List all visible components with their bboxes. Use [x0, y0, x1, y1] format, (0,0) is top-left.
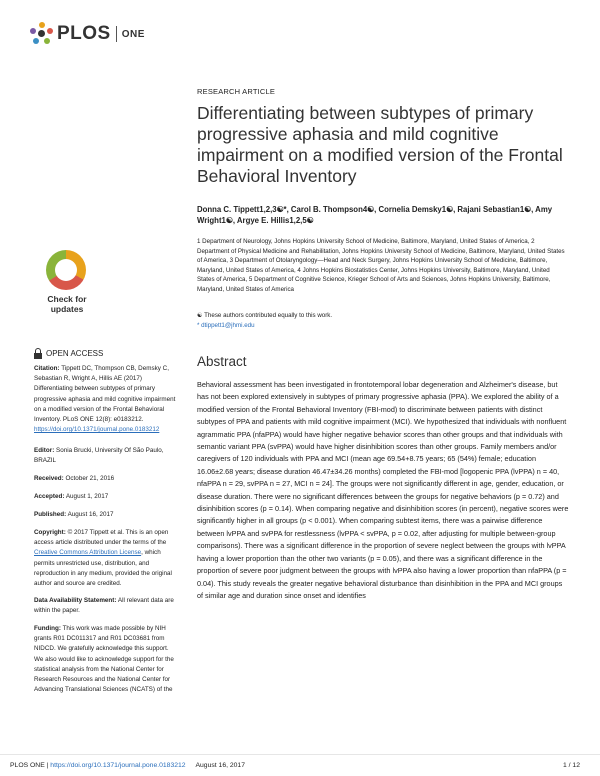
crossmark-line2: updates	[50, 304, 84, 314]
published-date: August 16, 2017	[67, 511, 114, 518]
article-type: RESEARCH ARTICLE	[197, 87, 276, 96]
published-label: Published:	[34, 511, 67, 518]
published-block	[34, 510, 178, 520]
copyright-label: Copyright:	[34, 529, 66, 536]
accepted-date: August 1, 2017	[65, 493, 109, 500]
footer-journal: PLOS ONE |	[10, 762, 51, 769]
plos-one-logo	[30, 22, 145, 46]
citation-block	[34, 364, 178, 435]
footer-date: August 16, 2017	[195, 762, 245, 769]
article-title: Differentiating between subtypes of primary progressive aphasia and mild cognitive impairment on a modified version of the Frontal Behavioral Inventory	[197, 103, 563, 186]
editor-label: Editor:	[34, 447, 55, 454]
page-footer	[10, 762, 590, 769]
citation-label: Citation:	[34, 365, 60, 372]
data-availability-text: All relevant data are within the paper.	[34, 597, 174, 615]
check-for-updates-badge[interactable]	[34, 250, 100, 322]
open-lock-icon	[34, 348, 42, 358]
funding-block	[34, 624, 178, 695]
received-label: Received:	[34, 475, 64, 482]
open-access-text: OPEN ACCESS	[46, 348, 104, 358]
cc-license-link[interactable]: Creative Commons Attribution License	[34, 549, 142, 557]
accepted-label: Accepted:	[34, 493, 65, 500]
corresponding-email[interactable]: * dtippett1@jhmi.edu	[197, 322, 255, 329]
accepted-block	[34, 492, 178, 502]
abstract-heading: Abstract	[197, 354, 247, 369]
page-number: 1 / 12	[562, 762, 580, 769]
plos-logo-icon	[30, 22, 54, 46]
data-availability-block	[34, 596, 178, 616]
editor-block	[34, 446, 178, 466]
received-date: October 21, 2016	[65, 475, 115, 482]
crossmark-line1: Check for	[47, 294, 87, 304]
citation-text: Tippett DC, Thompson CB, Demsky C, Sebastian R, Wright A, Hillis AE (2017) Differentiating between subtypes of primary progressive aphasia and mild cognitive impairment on a modified version of the Frontal Behavioral Inventory. PLoS ONE 12(8): e0183212.	[34, 365, 176, 424]
open-access-label	[34, 348, 103, 358]
author-notes	[197, 311, 567, 331]
footer-divider	[0, 754, 600, 755]
author-list: Donna C. Tippett1,2,3☯*, Carol B. Thompson4☯, Cornelia Demsky1☯, Rajani Sebastian1☯, Amy Wright1☯, Argye E. Hillis1,2,5☯	[197, 205, 553, 225]
editor-text: Sonia Brucki, University Of São Paulo, BRAZIL	[34, 447, 164, 465]
data-availability-label: Data Availability Statement:	[34, 597, 117, 604]
copyright-text: © 2017 Tippett et al. This is an open access article distributed under the terms of the	[34, 529, 169, 547]
abstract-text: Behavioral assessment has been investigated in frontotemporal lobar degeneration and Alzheimer's disease, but has not been explored extensively in subtypes of primary progressive aphasia (PPA). We explored the ability of a modified version of the Frontal Behavioral Inventory (FBI-mod) to discriminate between patients with distinct subtypes of PPA and patients with mild cognitive impairment (MCI). We hypothesized that individuals with nonfluent agrammatic PPA (nfaPPA) would have higher negative behavior scores than other groups and that individuals with semantic variant PPA (svPPA) would have higher disinhibition scores than other groups. Family members and/or caregivers of 120 individuals with PPA and MCI (mean age 69.54+8.75 years; 65 (54%) female; education 16.06±2.68 years; disease duration 46.47±34.26 months) completed the FBI-mod [logopenic PPA (lvPPA) n = 40, nfaPPA n = 29, svPPA n = 27, MCI n = 24]. The groups were not significantly different in age, gender, education, or disease duration. There were no significant differences between the groups for negative behaviors (p = 0.72) and disinhibition scores (p = 0.14). When comparing negative and disinhibition scores (in percent), negative scores were significantly higher in all groups (p < 0.001). When comparing subtest items, there was a pairwise difference between lvPPA and svPPA for restlessness (lvPPA < svPPA, p = 0.02, after adjusting for multiple between-group comparisons). There was a significant difference in the proportion of severe neglect between the groups with lvPPA having a lower proportion than the other two variants (p = 0.05), and there was a significant difference in the proportion of severe poor judgment between the groups with lvPPA also having a lower proportion than nfaPPA (p = 0.04). This study reveals the greater negative behavioral disturbance than disinhibition in the PPA and MCI groups of similar age and duration since onset and identifies	[197, 380, 569, 600]
copyright-text-end: , which permits unrestricted use, distribution, and reproduction in any medium, provided the original author and source are credited.	[34, 549, 172, 588]
footer-doi-link[interactable]: https://doi.org/10.1371/journal.pone.0183212	[50, 762, 186, 769]
funding-label: Funding:	[34, 625, 61, 632]
crossmark-icon	[46, 250, 86, 290]
equal-contribution-note: ☯ These authors contributed equally to this work.	[197, 312, 333, 319]
brand-name: PLOS	[57, 23, 111, 44]
funding-text: This work was made possible by NIH grants R01 DC011317 and R01 DC03681 from NIDCD. We gratefully acknowledge this support. We also would like to acknowledge support for the statistical analysis from the National Center for Research Resources and the National Center for Advancing Translational Sciences (NCATS) of the	[34, 625, 174, 694]
citation-doi-link[interactable]: https://doi.org/10.1371/journal.pone.0183212	[34, 426, 160, 434]
journal-name: ONE	[121, 28, 145, 40]
affiliations: 1 Department of Neurology, Johns Hopkins University School of Medicine, Baltimore, Maryland, United States of America, 2 Department of Physical Medicine and Rehabilitation, Johns Hopkins University School of Medicine, Baltimore, Maryland, United States of America, 3 Department of Otolaryngology—Head and Neck Surgery, Johns Hopkins University School of Medicine, Baltimore, Maryland, United States of America, 4 Johns Hopkins Biostatistics Center, Johns Hopkins University, Baltimore, Maryland, United States of America, 5 Department of Cognitive Science, Krieger School of Arts and Sciences, Johns Hopkins University, Baltimore, Maryland, United States of America	[197, 238, 565, 293]
copyright-block	[34, 528, 178, 589]
received-block	[34, 474, 178, 484]
logo-divider	[116, 26, 117, 42]
